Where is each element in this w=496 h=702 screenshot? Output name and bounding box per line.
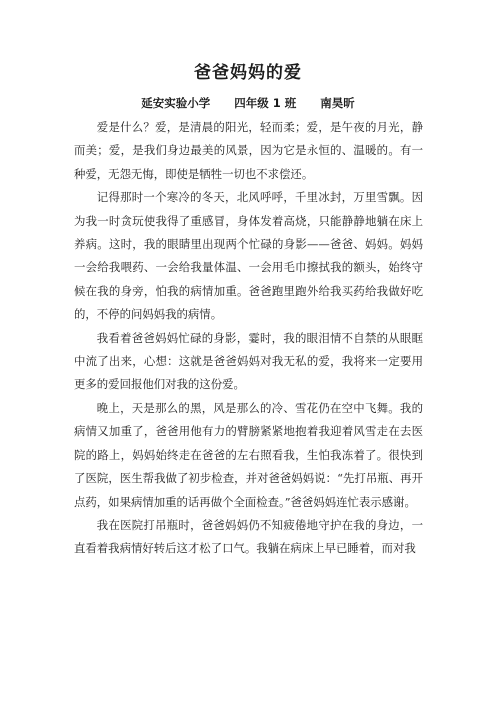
paragraph: 晚上，天是那么的黑，风是那么的冷、雪花仍在空中飞舞。我的病情又加重了，爸爸用他有力的臂膀紧紧地抱着我迎着风雪走在去医院的路上，妈妈始终走在爸爸的左右照看我，生怕我冻着了。很快到了医院，医生帮我做了初步检查，并对爸爸妈妈说：“先打吊瓶、再开点药，如果病情加重的话再做个全面检查。”爸爸妈妈连忙表示感谢。 <box>74 400 423 509</box>
paragraph: 我在医院打吊瓶时，爸爸妈妈仍不知疲倦地守护在我的身边，一直看着我病情好转后这才松了口气。我躺在病床上早已睡着，而对我 <box>74 517 423 556</box>
document-title: 爸爸妈妈的爱 <box>194 63 302 83</box>
author-byline: 延安实验小学 四年级 1 班 南昊昕 <box>141 96 355 110</box>
document-body <box>74 116 423 561</box>
paragraph: 爱是什么？爱，是清晨的阳光，轻而柔；爱，是午夜的月光，静而美；爱，是我们身边最美的风景，因为它是永恒的、温暖的。有一种爱，无怨无悔，即使是牺牲一切也不求偿还。 <box>74 120 423 181</box>
paragraph: 我看着爸爸妈妈忙碌的身影，霎时，我的眼泪情不自禁的从眼眶中流了出来，心想：这就是爸爸妈妈对我无私的爱，我将来一定要用更多的爱回报他们对我的这份爱。 <box>74 330 423 392</box>
paragraph: 记得那时一个寒冷的冬天，北风呼呼，千里冰封，万里雪飘。因为我一时贪玩使我得了重感冒，身体发着高烧，只能静静地躺在床上养病。这时，我的眼睛里出现两个忙碌的身影——爸爸、妈妈。妈妈一会给我喂药、一会给我量体温、一会用毛巾擦拭我的额头，始终守候在我的身旁，怕我的病情加重。爸爸跑里跑外给我买药给我做好吃的，不停的问妈妈我的病情。 <box>74 190 423 322</box>
